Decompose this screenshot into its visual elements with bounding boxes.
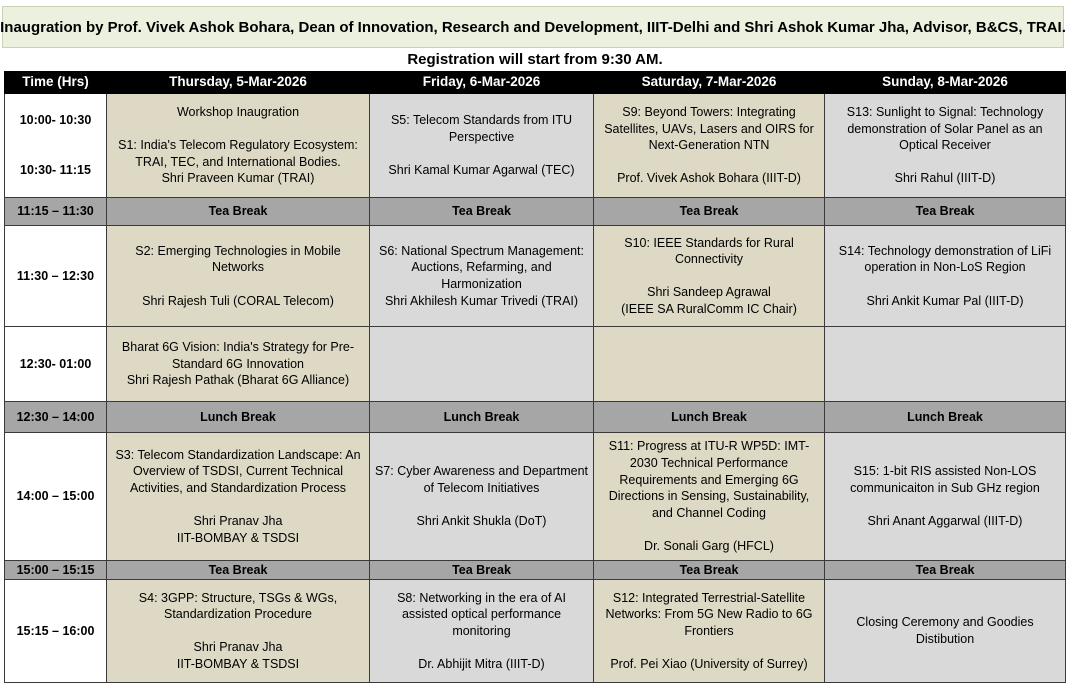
break-label: Lunch Break bbox=[594, 402, 825, 433]
session-title: Bharat 6G Vision: India's Strategy for Pre-Standard 6G Innovation bbox=[121, 340, 355, 371]
registration-notice: Registration will start from 9:30 AM. bbox=[407, 51, 663, 68]
session-cell-friday bbox=[370, 433, 594, 561]
session-cell-thursday bbox=[107, 94, 370, 198]
schedule-row-closing bbox=[5, 580, 1066, 683]
break-label: Tea Break bbox=[370, 561, 594, 580]
header-saturday: Saturday, 7-Mar-2026 bbox=[594, 72, 825, 94]
session-speaker: Shri Akhilesh Kumar Trivedi (TRAI) bbox=[384, 293, 579, 308]
break-label: Tea Break bbox=[594, 198, 825, 226]
time-cell: 11:30 – 12:30 bbox=[5, 226, 107, 327]
session-cell-thursday bbox=[107, 327, 370, 402]
session-title: S8: Networking in the era of AI assisted optical performance monitoring bbox=[397, 590, 566, 638]
time-cell: 12:30- 01:00 bbox=[5, 327, 107, 402]
session-cell-saturday bbox=[594, 433, 825, 561]
header-friday: Friday, 6-Mar-2026 bbox=[370, 72, 594, 94]
session-speaker: Shri Praveen Kumar (TRAI) bbox=[161, 171, 315, 186]
session-cell-sunday bbox=[825, 226, 1066, 327]
session-speaker: Dr. Abhijit Mitra (IIIT-D) bbox=[418, 656, 545, 671]
session-speaker: Shri Rahul (IIIT-D) bbox=[894, 171, 996, 186]
session-title: Closing Ceremony and Goodies Distibution bbox=[856, 615, 1034, 646]
session-speaker: Shri Rajesh Pathak (Bharat 6G Alliance) bbox=[126, 373, 350, 388]
break-label: Tea Break bbox=[825, 198, 1066, 226]
session-cell-friday bbox=[370, 226, 594, 327]
break-label: Lunch Break bbox=[107, 402, 370, 433]
session-cell-sunday bbox=[825, 580, 1066, 683]
session-title: S11: Progress at ITU-R WP5D: IMT-2030 Technical Performance Requirements and Emerging 6G Directions in Sensing, Sustainability, and Channel Coding bbox=[608, 439, 810, 520]
banner-text: Inaugration by Prof. Vivek Ashok Bohara, Dean of Innovation, Research and Development, IIIT-Delhi and Shri Ashok Kumar Jha, Advisor, B&CS, TRAI. bbox=[0, 18, 1066, 36]
session-affiliation: IIT-BOMBAY & TSDSI bbox=[176, 656, 300, 671]
schedule-row-morning bbox=[5, 94, 1066, 198]
break-row-tea-1 bbox=[5, 198, 1066, 226]
time-cell bbox=[5, 94, 107, 198]
session-title: S2: Emerging Technologies in Mobile Networks bbox=[135, 243, 341, 275]
session-cell-saturday bbox=[594, 580, 825, 683]
break-row-tea-2 bbox=[5, 561, 1066, 580]
session-title: S13: Sunlight to Signal: Technology demonstration of Solar Panel as an Optical Receiver bbox=[846, 105, 1044, 153]
header-time: Time (Hrs) bbox=[5, 72, 107, 94]
session-cell-sunday bbox=[825, 433, 1066, 561]
time-cell: 14:00 – 15:00 bbox=[5, 433, 107, 561]
session-speaker: Shri Sandeep Agrawal bbox=[647, 285, 771, 300]
empty-cell bbox=[825, 327, 1066, 402]
session-speaker: Shri Kamal Kumar Agarwal (TEC) bbox=[388, 163, 575, 178]
session-cell-friday bbox=[370, 94, 594, 198]
session-title: Workshop Inaugration bbox=[176, 105, 300, 120]
break-label: Tea Break bbox=[107, 198, 370, 226]
session-title: S3: Telecom Standardization Landscape: An Overview of TSDSI, Current Technical Activities, and Standardization Process bbox=[115, 447, 361, 495]
session-speaker: Shri Pranav Jha bbox=[193, 514, 283, 529]
session-title: S10: IEEE Standards for Rural Connectivity bbox=[624, 235, 794, 267]
header-sunday: Sunday, 8-Mar-2026 bbox=[825, 72, 1066, 94]
session-cell-saturday bbox=[594, 94, 825, 198]
session-title: S9: Beyond Towers: Integrating Satellites, UAVs, Lasers and OIRS for Next-Generation NTN bbox=[604, 105, 814, 153]
break-label: Tea Break bbox=[370, 198, 594, 226]
session-speaker: Dr. Sonali Garg (HFCL) bbox=[644, 538, 774, 553]
time-slot-1030: 10:30- 11:15 bbox=[20, 163, 91, 177]
schedule-row-noon bbox=[5, 327, 1066, 402]
time-cell: 15:15 – 16:00 bbox=[5, 580, 107, 683]
session-cell-thursday bbox=[107, 433, 370, 561]
break-row-lunch bbox=[5, 402, 1066, 433]
break-label: Lunch Break bbox=[825, 402, 1066, 433]
break-time: 15:00 – 15:15 bbox=[5, 561, 107, 580]
break-time: 12:30 – 14:00 bbox=[5, 402, 107, 433]
session-speaker: Shri Ankit Shukla (DoT) bbox=[416, 514, 547, 529]
schedule-row-afternoon bbox=[5, 433, 1066, 561]
header-row bbox=[5, 72, 1066, 94]
break-label: Tea Break bbox=[594, 561, 825, 580]
session-speaker: Shri Rajesh Tuli (CORAL Telecom) bbox=[142, 293, 334, 308]
session-title: S4: 3GPP: Structure, TSGs & WGs, Standardization Procedure bbox=[138, 590, 338, 622]
session-title: S12: Integrated Terrestrial-Satellite Networks: From 5G New Radio to 6G Frontiers bbox=[605, 590, 813, 638]
session-cell-sunday bbox=[825, 94, 1066, 198]
session-affiliation: (IEEE SA RuralComm IC Chair) bbox=[621, 301, 797, 316]
session-cell-saturday bbox=[594, 226, 825, 327]
break-label: Tea Break bbox=[107, 561, 370, 580]
session-speaker: Shri Pranav Jha bbox=[193, 640, 283, 655]
session-speaker: Shri Ankit Kumar Pal (IIIT-D) bbox=[866, 293, 1024, 308]
header-thursday: Thursday, 5-Mar-2026 bbox=[107, 72, 370, 94]
break-label: Tea Break bbox=[825, 561, 1066, 580]
empty-cell bbox=[594, 327, 825, 402]
session-speaker: Prof. Pei Xiao (University of Surrey) bbox=[610, 656, 808, 671]
session-speaker: Prof. Vivek Ashok Bohara (IIIT-D) bbox=[617, 171, 801, 186]
session-cell-friday bbox=[370, 580, 594, 683]
session-affiliation: IIT-BOMBAY & TSDSI bbox=[176, 530, 300, 545]
time-slot-1000: 10:00- 10:30 bbox=[19, 113, 92, 128]
session-title: S5: Telecom Standards from ITU Perspective bbox=[390, 113, 573, 144]
schedule-table bbox=[4, 71, 1066, 683]
schedule-row-late-morning bbox=[5, 226, 1066, 327]
session-title: S1: India's Telecom Regulatory Ecosystem: TRAI, TEC, and International Bodies. bbox=[118, 138, 358, 169]
break-label: Lunch Break bbox=[370, 402, 594, 433]
session-cell-thursday bbox=[107, 226, 370, 327]
break-time: 11:15 – 11:30 bbox=[5, 198, 107, 226]
empty-cell bbox=[370, 327, 594, 402]
session-title: S15: 1-bit RIS assisted Non-LOS communicaiton in Sub GHz region bbox=[850, 464, 1040, 495]
session-title: S14: Technology demonstration of LiFi operation in Non-LoS Region bbox=[838, 243, 1052, 275]
session-title: S7: Cyber Awareness and Department of Telecom Initiatives bbox=[374, 464, 589, 495]
inauguration-banner bbox=[2, 6, 1064, 48]
session-cell-thursday bbox=[107, 580, 370, 683]
session-title: S6: National Spectrum Management: Auctions, Refarming, and Harmonization bbox=[379, 243, 584, 291]
session-speaker: Shri Anant Aggarwal (IIIT-D) bbox=[867, 514, 1023, 529]
